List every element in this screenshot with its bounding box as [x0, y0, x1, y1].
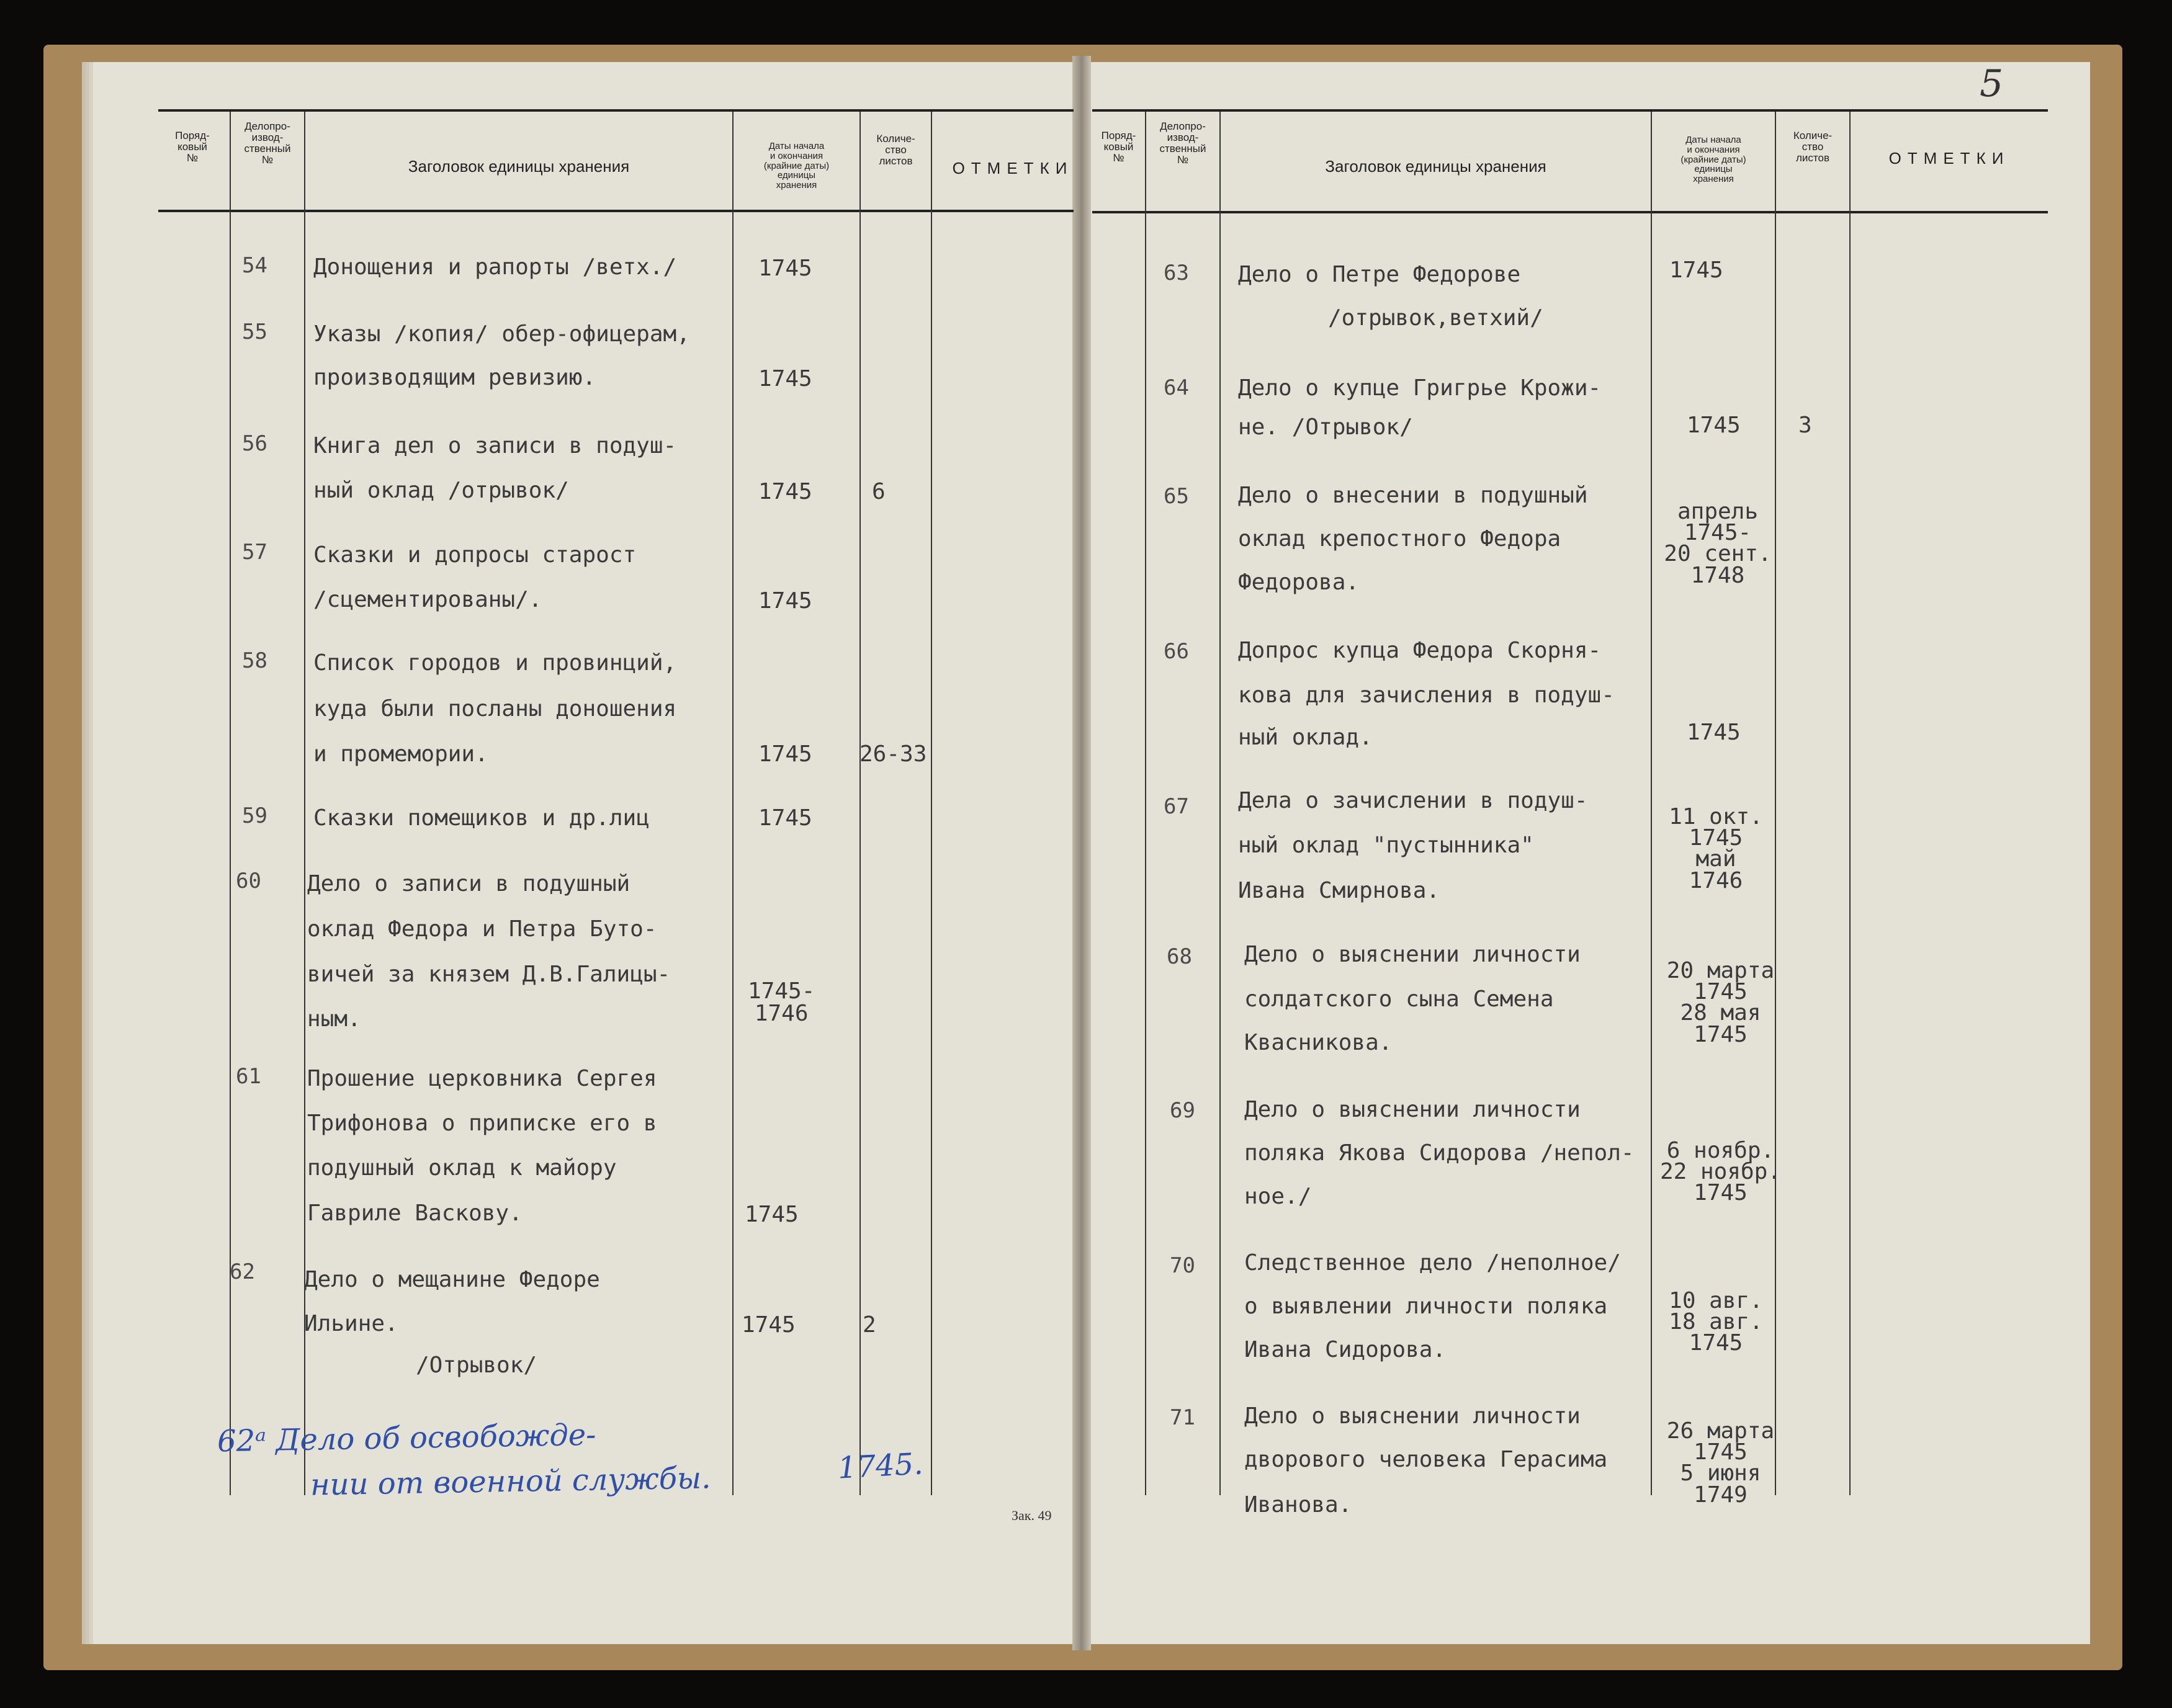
- row-title-line: кова для зачисления в подуш-: [1238, 682, 1615, 708]
- row-date: 1745: [758, 741, 812, 767]
- row-sheets: 2: [863, 1312, 876, 1338]
- row-title-line: Ивана Сидорова.: [1244, 1337, 1447, 1362]
- header-office-number-right: Делопро- извод- ственный №: [1159, 120, 1206, 166]
- header-top-rule-left: [158, 109, 1074, 112]
- handwritten-note-year: 1745.: [837, 1446, 924, 1486]
- row-date: 1745: [758, 588, 812, 614]
- row-date: 1745: [758, 805, 812, 831]
- row-title-line: о выявлении личности поляка: [1244, 1294, 1608, 1319]
- row-title-line: Дело о внесении в подушный: [1238, 483, 1588, 508]
- row-date: 1745: [1687, 720, 1741, 745]
- row-title-line: ный оклад.: [1238, 725, 1373, 750]
- page-number: 5: [1980, 62, 2004, 105]
- row-number: 64: [1164, 375, 1189, 400]
- row-title-line: Квасникова.: [1244, 1030, 1393, 1055]
- row-title-line: /отрывок,ветхий/: [1328, 305, 1543, 331]
- row-title-line: Дело о мещанине Федоре: [304, 1267, 600, 1292]
- row-title-line: не. /Отрывок/: [1238, 414, 1413, 440]
- row-date: 6 ноябр. 22 ноябр. 1745: [1659, 1138, 1782, 1206]
- row-title-line: вичей за князем Д.В.Галицы-: [307, 962, 671, 987]
- header-serial-right: Поряд- ковый №: [1101, 130, 1136, 164]
- header-sheets-right: Количе- ство листов: [1793, 130, 1833, 164]
- row-title-line: Указы /копия/ обер-офицерам,: [313, 321, 690, 347]
- row-sheets: 3: [1798, 413, 1812, 438]
- handwritten-note-line2: нии от военной службы.: [310, 1460, 711, 1503]
- row-number: 71: [1170, 1405, 1195, 1430]
- row-title-line: Дело о купце Григрье Крожи-: [1238, 375, 1602, 401]
- header-dates-right: Даты начала и окончания (крайние даты) единицы хранения: [1681, 135, 1746, 184]
- row-title-line: солдатского сына Семена: [1244, 986, 1554, 1012]
- row-date: 26 марта 1745 5 июня 1749: [1666, 1418, 1775, 1508]
- row-title-line: куда были посланы доношения: [313, 696, 677, 722]
- row-number: 55: [242, 320, 267, 344]
- col-divider: [230, 112, 231, 1495]
- row-number: 70: [1170, 1253, 1195, 1278]
- row-title-line: Донощения и рапорты /ветх./: [313, 254, 677, 280]
- header-sheets: Количе- ство листов: [876, 133, 915, 167]
- row-title-line: Иванова.: [1244, 1492, 1352, 1518]
- header-dates: Даты начала и окончания (крайние даты) единицы хранения: [763, 141, 830, 190]
- col-divider: [1219, 112, 1221, 1495]
- row-title-line: Дела о зачислении в подуш-: [1238, 788, 1588, 813]
- row-number: 57: [242, 540, 267, 565]
- left-page: [93, 62, 1077, 1644]
- row-number: 66: [1164, 639, 1189, 664]
- row-number: 60: [236, 869, 261, 893]
- row-title-line: Следственное дело /неполное/: [1244, 1250, 1621, 1276]
- row-title-line: и промемории.: [313, 741, 488, 767]
- row-title-line: подушный оклад к майору: [307, 1155, 617, 1181]
- row-title-line: Дело о выяснении личности: [1244, 1097, 1581, 1122]
- row-title-line: оклад крепостного Федора: [1238, 526, 1561, 552]
- row-number: 56: [242, 431, 267, 456]
- row-date: 1745: [758, 366, 812, 391]
- handwritten-note-line1: 62ᵃ Дело об освобожде-: [217, 1417, 596, 1459]
- row-number: 59: [242, 803, 267, 828]
- col-divider: [732, 112, 734, 1495]
- col-divider: [931, 112, 932, 1495]
- row-sheets: 6: [872, 479, 886, 504]
- right-page: [1085, 62, 2090, 1644]
- row-title-line: Дело о выяснении личности: [1244, 1403, 1581, 1429]
- row-title-line: Список городов и провинций,: [313, 650, 677, 676]
- row-title-line: ный оклад "пустынника": [1238, 833, 1534, 858]
- header-bottom-rule-right: [1092, 211, 2048, 213]
- row-title-line: производящим ревизию.: [313, 365, 596, 390]
- row-title-line: Ивана Смирнова.: [1238, 878, 1440, 903]
- header-top-rule-right: [1092, 109, 2048, 112]
- row-date: 11 окт. 1745 май 1746: [1669, 804, 1763, 893]
- row-number: 62: [230, 1259, 255, 1284]
- row-date: 1745: [758, 256, 812, 281]
- col-divider: [1849, 112, 1851, 1495]
- col-divider: [1775, 112, 1776, 1495]
- row-title-line: поляка Якова Сидорова /непол-: [1244, 1140, 1635, 1166]
- row-title-line: Сказки и допросы старост: [313, 542, 637, 568]
- row-number: 61: [236, 1064, 261, 1089]
- row-title-line: Допрос купца Федора Скорня-: [1238, 638, 1602, 663]
- row-number: 68: [1167, 944, 1192, 969]
- header-serial: Поряд- ковый №: [175, 130, 210, 164]
- header-title-right: Заголовок единицы хранения: [1325, 157, 1546, 176]
- row-sheets: 26-33: [859, 741, 927, 767]
- footer-order-number: Зак. 49: [1012, 1508, 1052, 1523]
- header-office-number: Делопро- извод- ственный №: [244, 120, 291, 166]
- row-date: 1745: [1669, 257, 1723, 283]
- row-number: 58: [242, 648, 267, 673]
- row-date: 1745: [745, 1202, 799, 1227]
- row-date: 1745: [1687, 413, 1741, 438]
- row-title-line: Дело о выяснении личности: [1244, 942, 1581, 967]
- row-date: 10 авг. 18 авг. 1745: [1669, 1288, 1763, 1356]
- row-number: 65: [1164, 484, 1189, 509]
- row-number: 54: [242, 253, 267, 278]
- header-bottom-rule-left: [158, 210, 1074, 212]
- row-title-line: Ильине.: [304, 1311, 398, 1336]
- row-title-line: Сказки помещиков и др.лиц: [313, 805, 650, 831]
- row-title-line: Трифонова о приписке его в: [307, 1111, 657, 1136]
- row-title-line: Книга дел о записи в подуш-: [313, 433, 677, 458]
- row-title-line: /Отрывок/: [416, 1353, 537, 1378]
- row-date: 1745- 1746: [748, 978, 815, 1026]
- row-date: 1745: [758, 479, 812, 504]
- row-title-line: Гавриле Васкову.: [307, 1201, 523, 1226]
- header-title: Заголовок единицы хранения: [408, 157, 630, 176]
- row-number: 63: [1164, 261, 1189, 285]
- row-title-line: ный оклад /отрывок/: [313, 478, 569, 503]
- col-divider: [1145, 112, 1146, 1495]
- header-notes-right: ОТМЕТКИ: [1888, 149, 2010, 168]
- row-title-line: /сцементированы/.: [313, 587, 542, 612]
- row-title-line: оклад Федора и Петра Буто-: [307, 916, 657, 942]
- header-notes: ОТМЕТКИ: [952, 159, 1074, 177]
- row-title-line: Дело о Петре Федорове: [1238, 262, 1521, 287]
- row-title-line: ное./: [1244, 1184, 1312, 1209]
- row-title-line: дворового человека Герасима: [1244, 1447, 1608, 1472]
- row-date: 20 марта 1745 28 мая 1745: [1666, 958, 1775, 1047]
- row-title-line: ным.: [307, 1006, 361, 1032]
- row-title-line: Дело о записи в подушный: [307, 871, 631, 896]
- col-divider: [1651, 112, 1652, 1495]
- row-title-line: Прошение церковника Сергея: [307, 1066, 657, 1091]
- book-gutter: [1072, 56, 1091, 1650]
- row-date: апрель 1745- 20 сент. 1748: [1664, 499, 1772, 588]
- row-number: 67: [1164, 794, 1189, 819]
- row-title-line: Федорова.: [1238, 570, 1360, 595]
- col-divider: [859, 112, 861, 1495]
- row-date: 1745: [742, 1312, 796, 1338]
- row-number: 69: [1170, 1098, 1195, 1123]
